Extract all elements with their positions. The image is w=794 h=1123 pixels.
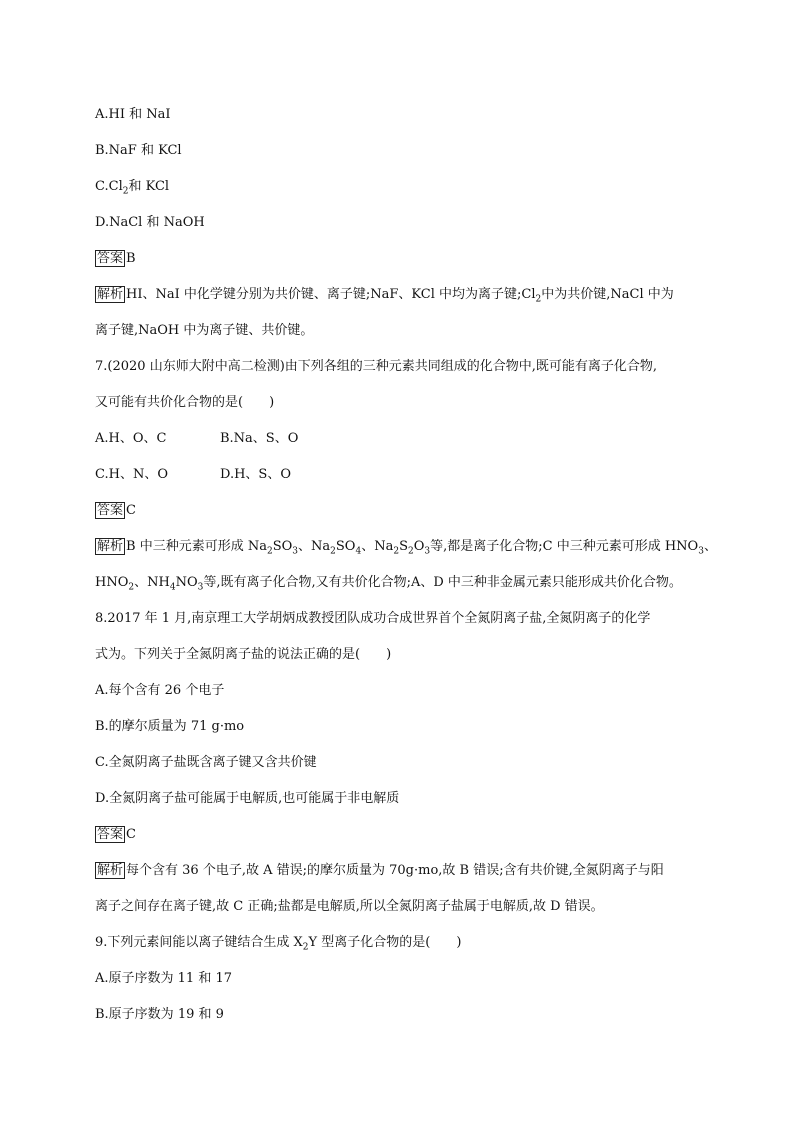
q6-answer: [95, 250, 136, 268]
q7-answer: [95, 502, 136, 520]
q6-analysis-line-1: 解析 HI、NaI 中化学键分别为共价键、离子键;NaF、KCl 中均为离子键$;Cl_2$中为共价键,NaCl 中为: [97, 287, 674, 305]
answer-value: C: [126, 827, 136, 842]
q8-analysis-line-1: 解析 每个含有 36 个电子,故 A 错误;的摩尔质量为 70g·mo,故 B 错误;含有共价键,全氮阴离子与阳: [97, 863, 664, 878]
q6-analysis-line-2: 离子键,NaOH 中为离子键、共价键。: [95, 323, 314, 338]
q9-option-b: B.原子序数为 19 和 9: [95, 1007, 224, 1022]
answer-tag: 答案: [97, 503, 124, 518]
q8-analysis-line-2: 离子之间存在离子键,故 C 正确;盐都是电解质,所以全氮阴离子盐属于电解质,故 D 错误。: [95, 899, 604, 914]
q7-options-row-1: [95, 430, 299, 448]
answer-value: B: [126, 251, 136, 266]
q9-option-a: A.原子序数为 11 和 17: [95, 971, 233, 986]
answer-value: C: [126, 503, 136, 518]
q7-stem-line-2: 又可能有共价化合物的是( ): [95, 395, 275, 410]
q6-option-b: B.NaF 和 KCl: [95, 143, 182, 158]
q6-option-d: D.NaCl 和 NaOH: [95, 215, 205, 230]
answer-tag: 答案: [97, 827, 124, 842]
q7-option-b: B.Na、S、O: [220, 431, 299, 446]
q7-stem-line-1: 7.(2020 山东师大附中高二检测)由下列各组的三种元素共同组成的化合物中,既可能有离子化合物,: [95, 359, 658, 374]
q7-analysis-line-2: $HNO_2$、$NH_4NO_3$等,既有离子化合物,又有共价化合物;A、D 中三种非金属元素只能形成共价化合物。: [95, 575, 682, 593]
q7-analysis-line-1: 解析 B 中三种元素可形成 $Na_2SO_3$、$Na_2SO_4$、$Na_2S_2O_3$等,都是离子化合物;C 中三种元素可形成 $HNO_3$、: [97, 539, 717, 557]
q8-option-b: B.的摩尔质量为 71 g·mo: [95, 719, 245, 734]
q8-option-d: D.全氮阴离子盐可能属于电解质,也可能属于非电解质: [95, 791, 400, 806]
analysis-tag: 解析: [97, 539, 124, 554]
q7-option-a: A.H、O、C: [95, 431, 167, 446]
q8-stem-line-2: 式为。下列关于全氮阴离子盐的说法正确的是( ): [95, 647, 392, 662]
q6-option-a: A.HI 和 NaI: [95, 107, 171, 122]
q9-stem: 9.下列元素间能以离子键结合生成 $X_2Y$ 型离子化合物的是( ): [95, 935, 462, 953]
q7-option-c: C.H、N、O: [95, 467, 168, 482]
q8-option-c: C.全氮阴离子盐既含离子键又含共价键: [95, 755, 317, 770]
q8-stem-line-1: 8.2017 年 1 月,南京理工大学胡炳成教授团队成功合成世界首个全氮阴离子盐,全氮阴离子的化学: [95, 611, 651, 626]
analysis-tag: 解析: [97, 287, 124, 302]
answer-tag: 答案: [97, 251, 124, 266]
q8-option-a: A.每个含有 26 个电子: [95, 683, 225, 698]
q7-option-d: D.H、S、O: [220, 467, 291, 482]
q7-options-row-2: [95, 466, 291, 484]
analysis-tag: 解析: [97, 863, 124, 878]
q6-option-c: $C.Cl_2$和 KCl: [95, 179, 170, 197]
q8-answer: [95, 826, 136, 844]
